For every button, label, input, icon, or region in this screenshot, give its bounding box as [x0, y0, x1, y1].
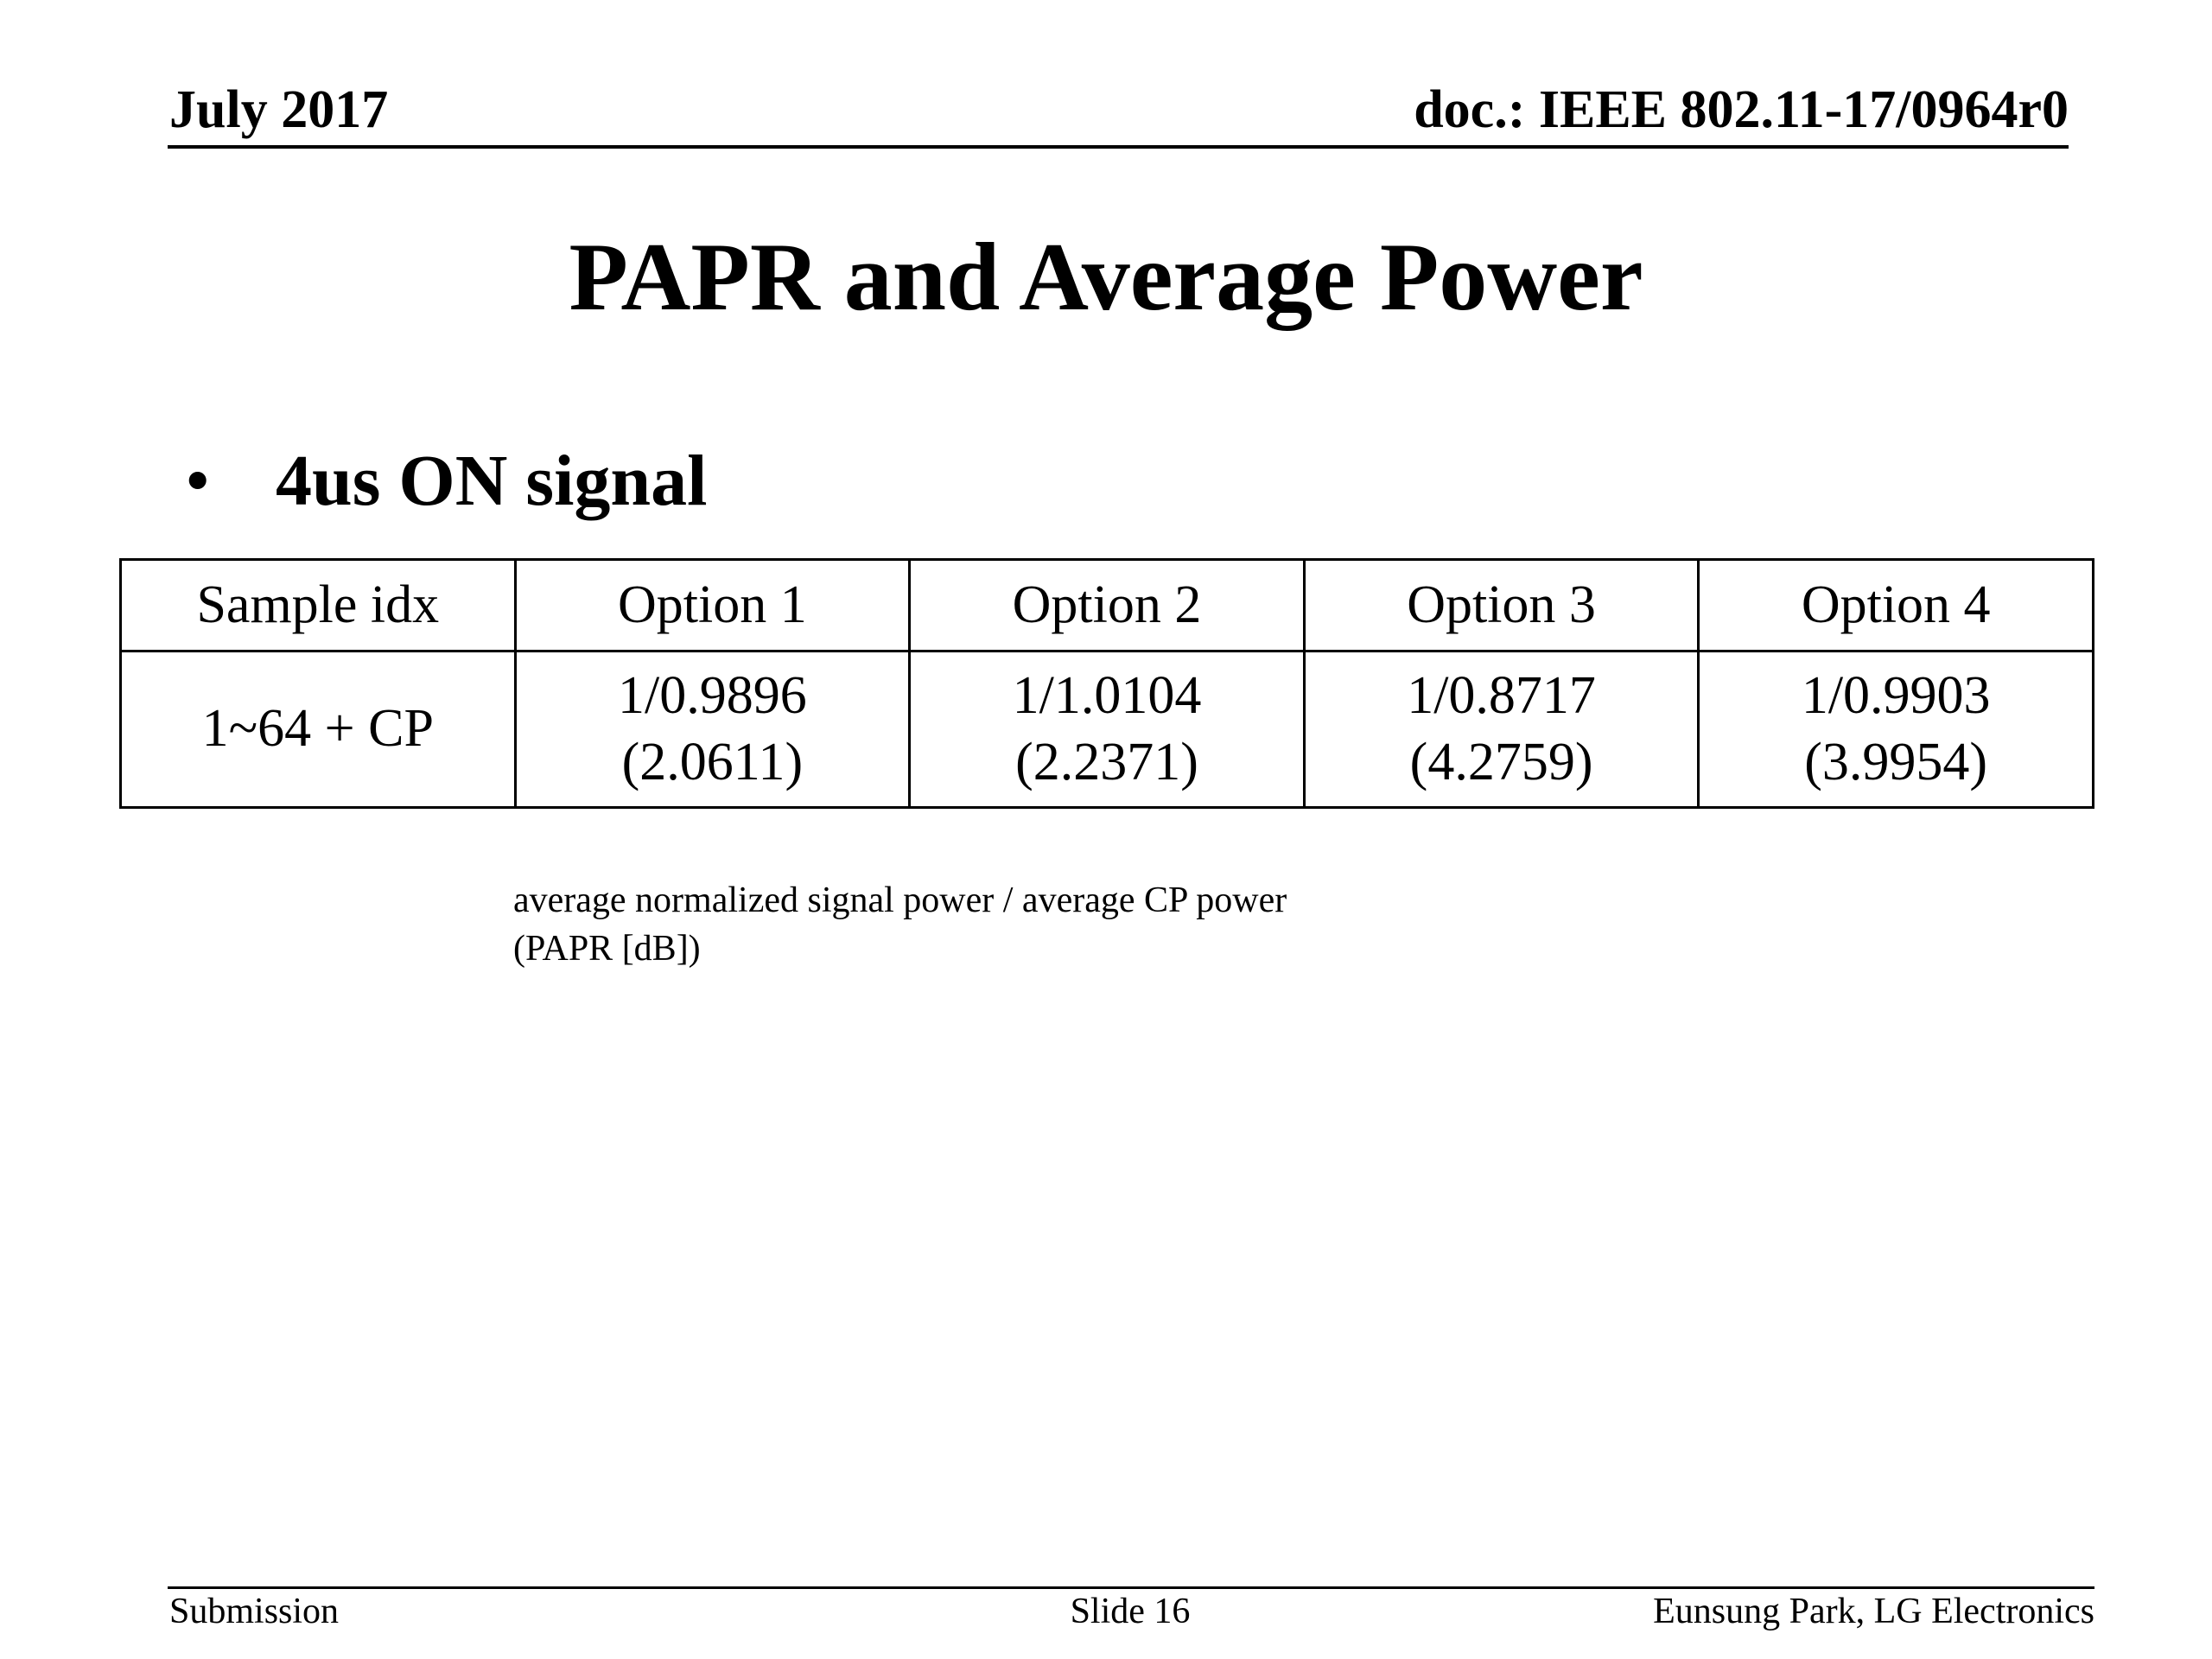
caption-line-2: (PAPR [dB]) — [513, 929, 701, 969]
footer-author: Eunsung Park, LG Electronics — [1653, 1592, 2094, 1631]
papr-value: (3.9954) — [1804, 733, 1988, 791]
power-ratio: 1/0.8717 — [1407, 665, 1596, 725]
power-ratio: 1/0.9896 — [618, 665, 807, 725]
bullet-icon: • — [185, 441, 211, 521]
header-doc-id: doc.: IEEE 802.11-17/0964r0 — [1414, 80, 2069, 139]
papr-value: (2.0611) — [621, 733, 804, 791]
header-divider — [168, 145, 2069, 149]
column-header-option-1: Option 1 — [515, 560, 910, 652]
column-header-sample-idx: Sample idx — [121, 560, 516, 652]
table-cell-option-4 — [1699, 652, 2094, 808]
column-header-option-3: Option 3 — [1304, 560, 1699, 652]
papr-value: (4.2759) — [1409, 733, 1593, 791]
header-date: July 2017 — [169, 80, 389, 139]
table-cell-option-1 — [515, 652, 910, 808]
column-header-option-4: Option 4 — [1699, 560, 2094, 652]
bullet-item — [185, 441, 708, 521]
table-caption — [513, 876, 1287, 973]
column-header-option-2: Option 2 — [910, 560, 1305, 652]
table-cell-option-3 — [1304, 652, 1699, 808]
footer-submission: Submission — [169, 1592, 340, 1631]
table-cell-option-2 — [910, 652, 1305, 808]
slide-title: PAPR and Average Power — [569, 224, 1643, 331]
papr-value: (2.2371) — [1015, 733, 1198, 791]
caption-line-1: average normalized signal power / average CP power — [513, 880, 1287, 920]
footer-slide-number: Slide 16 — [1070, 1592, 1191, 1631]
table-header-row — [121, 560, 2094, 652]
power-ratio: 1/0.9903 — [1801, 665, 1991, 725]
row-label: 1~64 + CP — [121, 652, 516, 808]
footer-divider — [168, 1586, 2094, 1589]
papr-table — [119, 558, 2094, 809]
table-row — [121, 652, 2094, 808]
bullet-text: 4us ON signal — [276, 441, 708, 521]
power-ratio: 1/1.0104 — [1012, 665, 1202, 725]
